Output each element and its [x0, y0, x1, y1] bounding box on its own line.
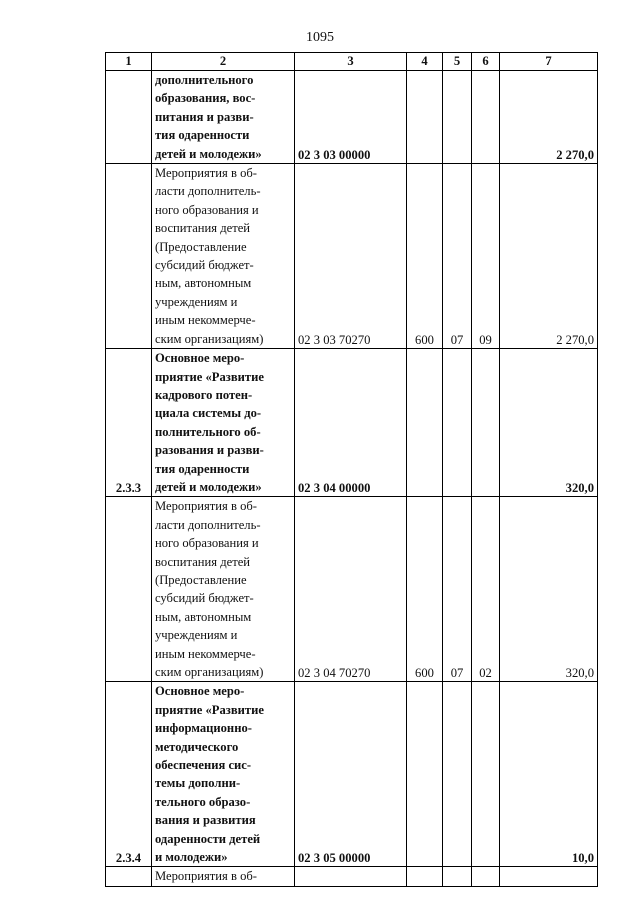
row-name-line: Основное меро- — [155, 351, 245, 366]
section-cell — [443, 71, 472, 164]
row-name-line: субсидий бюджет- — [155, 258, 254, 273]
row-name-line: одаренности детей — [155, 831, 261, 846]
row-name-line: разования и разви- — [155, 443, 264, 458]
amount-cell: 2 270,0 — [500, 164, 598, 349]
row-name-line: приятие «Развитие — [155, 702, 264, 717]
expense-type-cell: 600 — [407, 497, 443, 682]
row-name-line: ного образования и — [155, 202, 259, 217]
table-row — [106, 71, 598, 164]
page-number: 1095 — [306, 30, 334, 45]
row-name-line: ным, автономным — [155, 609, 252, 624]
table-body — [106, 71, 598, 887]
row-name-line: тия одаренности — [155, 128, 250, 143]
budget-code-cell: 02 3 05 00000 — [295, 682, 407, 867]
row-number-cell — [106, 497, 152, 682]
row-name-cell — [152, 682, 295, 867]
row-number-cell — [106, 71, 152, 164]
amount-cell: 10,0 — [500, 682, 598, 867]
row-name-line: учреждениям и — [155, 628, 238, 643]
column-header: 3 — [295, 53, 407, 71]
row-name-line: ским организациям) — [155, 331, 264, 346]
column-header: 1 — [106, 53, 152, 71]
expense-type-cell: 600 — [407, 164, 443, 349]
budget-code-cell: 02 3 04 70270 — [295, 497, 407, 682]
row-name-line: вания и развития — [155, 813, 256, 828]
row-name-cell — [152, 71, 295, 164]
budget-code-cell — [295, 867, 407, 886]
row-name-line: воспитания детей — [155, 554, 251, 569]
row-name-line: детей и молодежи» — [155, 479, 262, 494]
row-name-cell — [152, 497, 295, 682]
column-header: 2 — [152, 53, 295, 71]
column-number-header-row — [106, 53, 598, 71]
budget-table — [105, 52, 598, 887]
budget-code-cell: 02 3 03 70270 — [295, 164, 407, 349]
table-row — [106, 682, 598, 867]
row-name-cell — [152, 867, 295, 886]
expense-type-cell — [407, 349, 443, 497]
expense-type-cell — [407, 867, 443, 886]
row-name-line: Основное меро- — [155, 684, 245, 699]
section-cell: 07 — [443, 497, 472, 682]
amount-cell — [500, 867, 598, 886]
row-name-line: темы дополни- — [155, 776, 241, 791]
subsection-cell: 02 — [472, 497, 500, 682]
row-number-cell — [106, 867, 152, 886]
table-row — [106, 349, 598, 497]
row-name-line: (Предоставление — [155, 572, 247, 587]
amount-cell: 2 270,0 — [500, 71, 598, 164]
row-name-line: ласти дополнитель- — [155, 517, 261, 532]
row-name-line: и молодежи» — [155, 850, 228, 865]
row-name-line: тия одаренности — [155, 461, 250, 476]
row-name-line: методического — [155, 739, 239, 754]
row-name-line: воспитания детей — [155, 221, 251, 236]
expense-type-cell — [407, 71, 443, 164]
row-number-cell — [106, 164, 152, 349]
row-name-line: иным некоммерче- — [155, 646, 256, 661]
row-name-line: (Предоставление — [155, 239, 247, 254]
row-number-cell: 2.3.4 — [106, 682, 152, 867]
amount-cell: 320,0 — [500, 349, 598, 497]
row-name-cell — [152, 164, 295, 349]
section-cell — [443, 349, 472, 497]
section-cell: 07 — [443, 164, 472, 349]
row-name-line: ласти дополнитель- — [155, 184, 261, 199]
table-row — [106, 497, 598, 682]
row-name-line: Мероприятия в об- — [155, 869, 257, 884]
row-name-line: субсидий бюджет- — [155, 591, 254, 606]
row-name-line: иным некоммерче- — [155, 313, 256, 328]
row-name-cell — [152, 349, 295, 497]
row-name-line: детей и молодежи» — [155, 146, 262, 161]
row-name-line: питания и разви- — [155, 109, 254, 124]
subsection-cell — [472, 349, 500, 497]
row-name-line: образования, вос- — [155, 91, 256, 106]
subsection-cell — [472, 71, 500, 164]
row-name-line: учреждениям и — [155, 294, 238, 309]
table-row — [106, 867, 598, 886]
column-header: 5 — [443, 53, 472, 71]
column-header: 6 — [472, 53, 500, 71]
row-name-line: Мероприятия в об- — [155, 166, 257, 181]
subsection-cell — [472, 682, 500, 867]
column-header: 7 — [500, 53, 598, 71]
row-name-line: кадрового потен- — [155, 387, 253, 402]
row-name-line: дополнительного — [155, 73, 254, 87]
row-name-line: приятие «Развитие — [155, 369, 264, 384]
subsection-cell — [472, 867, 500, 886]
expense-type-cell — [407, 682, 443, 867]
row-name-line: циала системы до- — [155, 406, 262, 421]
row-number-cell: 2.3.3 — [106, 349, 152, 497]
table-row — [106, 164, 598, 349]
budget-code-cell: 02 3 04 00000 — [295, 349, 407, 497]
section-cell — [443, 682, 472, 867]
section-cell — [443, 867, 472, 886]
row-name-line: информационно- — [155, 721, 252, 736]
row-name-line: ного образования и — [155, 536, 259, 551]
row-name-line: Мероприятия в об- — [155, 499, 257, 514]
subsection-cell: 09 — [472, 164, 500, 349]
budget-code-cell: 02 3 03 00000 — [295, 71, 407, 164]
column-header: 4 — [407, 53, 443, 71]
row-name-line: ным, автономным — [155, 276, 252, 291]
row-name-line: ским организациям) — [155, 665, 264, 679]
row-name-line: полнительного об- — [155, 424, 261, 439]
amount-cell: 320,0 — [500, 497, 598, 682]
row-name-line: обеспечения сис- — [155, 758, 252, 773]
row-name-line: тельного образо- — [155, 794, 251, 809]
